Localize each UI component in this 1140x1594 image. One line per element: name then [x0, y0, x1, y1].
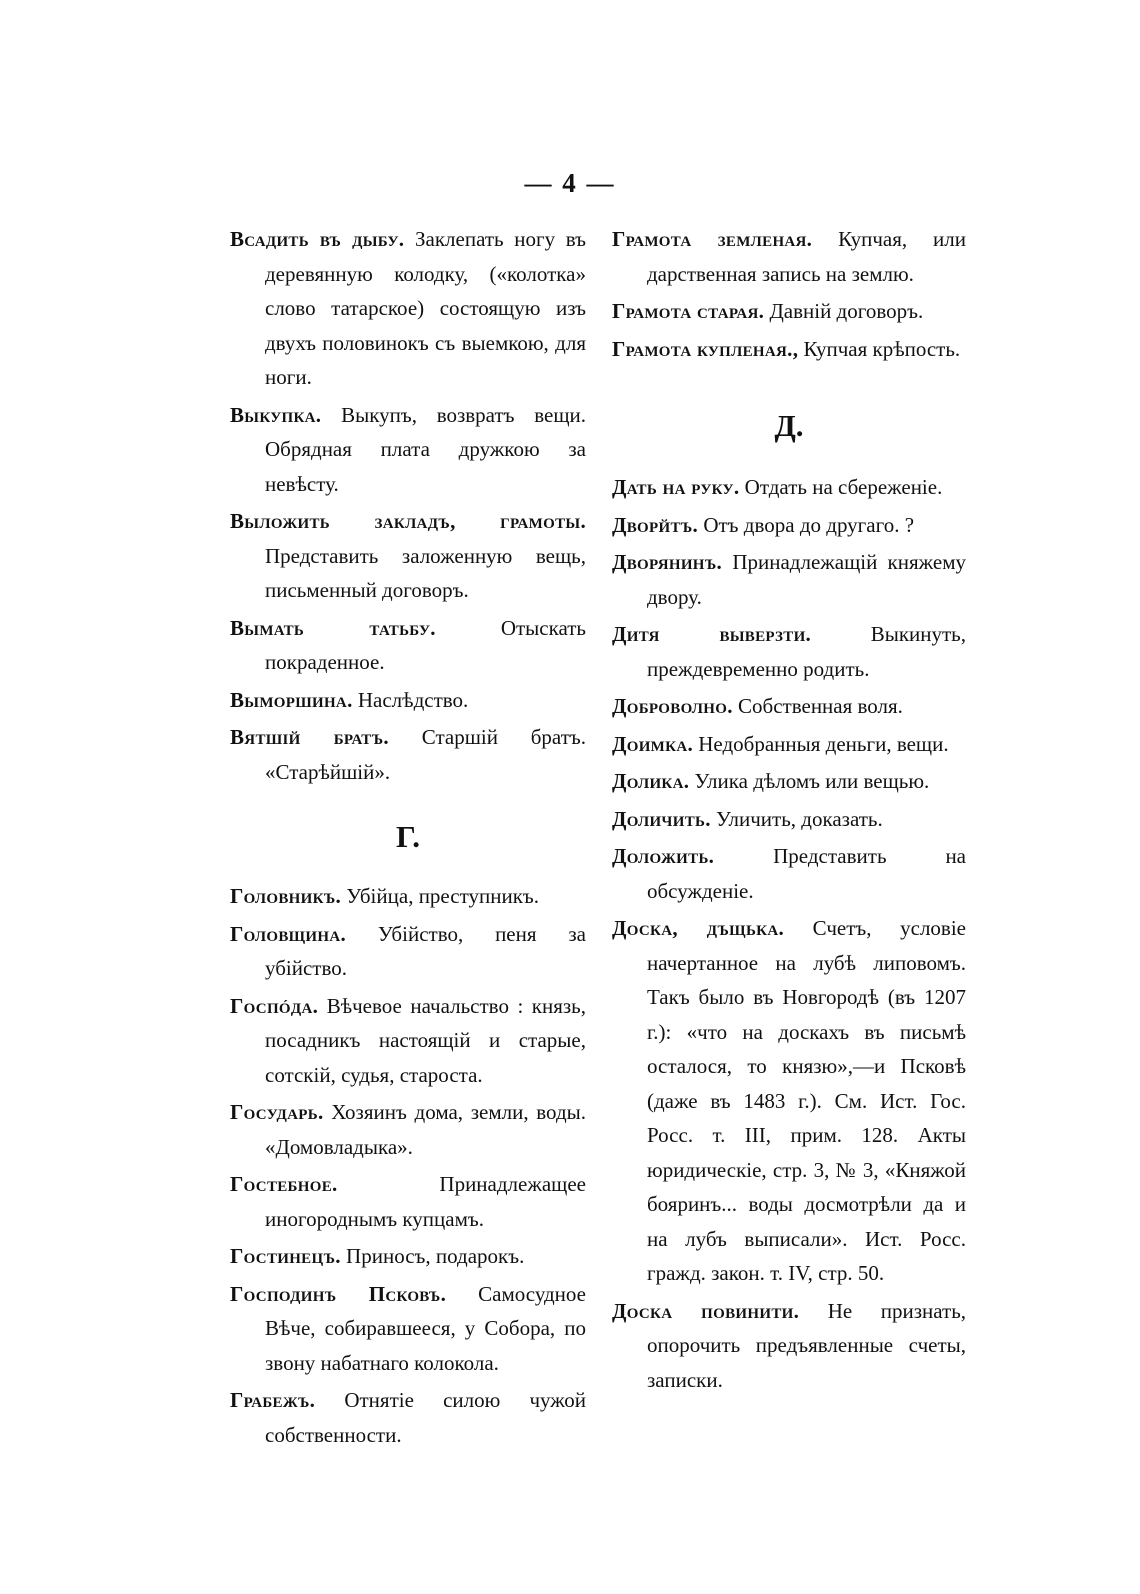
dictionary-entry	[230, 222, 586, 395]
dictionary-entry	[612, 294, 966, 329]
dictionary-entry	[230, 1239, 586, 1274]
entry-definition: Вѣчевое начальство : князь, посадникъ настоящій и старые, сотскій, судья, староста.	[265, 993, 586, 1087]
entry-headword: Вятшій братъ.	[230, 725, 389, 749]
entry-headword: Господинъ Псковъ.	[230, 1281, 447, 1306]
dictionary-entry	[612, 617, 966, 686]
dictionary-entry	[230, 611, 586, 680]
dictionary-entry	[230, 917, 586, 986]
dictionary-entry	[612, 911, 966, 1291]
dictionary-entry	[230, 1167, 586, 1236]
entry-headword: Головникъ.	[230, 884, 342, 908]
entry-definition: Приносъ, подарокъ.	[346, 1244, 525, 1268]
entry-headword: Вымать татьбу.	[230, 615, 436, 640]
entry-group	[612, 222, 966, 366]
dictionary-entry	[612, 839, 966, 908]
entry-definition: Выкинуть, преждевременно родить.	[647, 622, 967, 681]
entry-headword: Грамота купленая.,	[612, 336, 799, 361]
dictionary-entry	[612, 802, 966, 837]
dictionary-entry	[612, 1294, 966, 1398]
entry-headword: Госпóда.	[230, 993, 319, 1018]
dictionary-entry	[612, 764, 966, 799]
entry-definition: Выкупъ, возвратъ вещи. Обрядная плата дружкою за невѣсту.	[265, 402, 586, 496]
entry-definition: Представить заложенную вещь, письменный договоръ.	[265, 543, 586, 602]
entry-headword: Дать на руку.	[612, 475, 740, 499]
entry-definition: Счетъ, условіе начертанное на лубѣ липовомъ. Такъ было въ Новгородѣ (въ 1207 г.): «что на доскахъ въ письмѣ осталося, то князю»,—и Псковѣ (даже въ 1483 г.). См. Ист. Гос. Росс. т. III, прим. 128. Акты юридическіе, стр. 3, № 3, «Княжой бояринъ... воды досмотрѣли да и на лубъ выписали». Ист. Росс. гражд. закон. т. IV, стр. 50.	[647, 916, 966, 1285]
entry-definition: Отнятіе силою чужой собственности.	[265, 1388, 586, 1447]
dictionary-entry	[612, 689, 966, 724]
entry-definition: Убійца, преступникъ.	[346, 884, 540, 908]
entry-headword: Дворйтъ.	[612, 512, 699, 537]
entry-definition: Заклепать ногу въ деревянную колодку, («колотка» слово татарское) состоящую изъ двухъ половинокъ съ выемкою, для ноги.	[265, 227, 587, 389]
entry-group	[612, 470, 966, 1397]
entry-definition: Принадлежащее иногороднымъ купцамъ.	[265, 1172, 586, 1231]
dictionary-entry	[230, 1383, 586, 1452]
entry-definition: Хозяинъ дома, земли, воды. «Домовладыка».	[265, 1100, 586, 1159]
entry-headword: Выкупка.	[230, 402, 322, 427]
dictionary-entry	[230, 1095, 586, 1164]
entry-definition: Убійство, пеня за убійство.	[265, 921, 586, 980]
entry-definition: Улика дѣломъ или вещью.	[694, 769, 930, 793]
dictionary-entry	[612, 332, 966, 367]
dictionary-entry	[230, 683, 586, 718]
entry-headword: Доимка.	[612, 731, 693, 756]
entry-definition: Отыскать покраденное.	[265, 615, 587, 674]
entry-headword: Выложить закладъ, грамоты.	[230, 509, 586, 533]
entry-headword: Выморшина.	[230, 687, 353, 712]
entry-headword: Всадить въ дыбу.	[230, 227, 405, 251]
entry-definition: Наслѣдство.	[357, 687, 469, 712]
right-column	[612, 222, 966, 1400]
dictionary-entry	[230, 989, 586, 1093]
dictionary-entry	[612, 545, 966, 614]
dictionary-entry	[612, 222, 966, 291]
entry-headword: Головщина.	[230, 921, 347, 946]
entry-definition: Уличить, доказать.	[716, 806, 883, 831]
dictionary-entry	[612, 470, 966, 505]
dictionary-entry	[612, 727, 966, 762]
entry-definition: Недобранныя деньги, вещи.	[698, 731, 949, 756]
entry-group	[230, 879, 586, 1452]
dictionary-entry	[230, 720, 586, 789]
entry-headword: Доброволно.	[612, 694, 733, 718]
entry-definition: Давній договоръ.	[769, 299, 924, 323]
entry-definition: Отъ двора до другаго. ?	[703, 512, 915, 537]
page-number: — 4 —	[524, 168, 616, 198]
entry-headword: Доличить.	[612, 806, 711, 831]
entry-headword: Дитя выверзти.	[612, 622, 812, 646]
entry-headword: Доска повинити.	[612, 1298, 800, 1323]
entry-headword: Гостинецъ.	[230, 1244, 341, 1268]
entry-headword: Доложить.	[612, 844, 715, 868]
dictionary-entry	[230, 398, 586, 502]
dictionary-entry	[230, 504, 586, 608]
entry-definition: Купчая, или дарственная запись на землю.	[647, 227, 967, 286]
dictionary-entry	[230, 1277, 586, 1381]
entry-definition: Собственная воля.	[738, 694, 903, 718]
entry-group	[230, 222, 586, 789]
entry-definition: Принадлежащій княжему двору.	[647, 550, 967, 609]
dictionary-entry	[230, 879, 586, 914]
section-letter-g: Г.	[396, 819, 420, 854]
entry-definition: Старшій братъ. «Старѣйшій».	[265, 725, 586, 784]
entry-headword: Грамота земленая.	[612, 227, 813, 251]
entry-headword: Доска, дъщька.	[612, 916, 785, 940]
entry-headword: Долика.	[612, 769, 690, 793]
entry-definition: Не признать, опорочить предъявленные счеты, записки.	[647, 1298, 967, 1392]
entry-headword: Дворянинъ.	[612, 550, 723, 574]
dictionary-entry	[612, 508, 966, 543]
entry-headword: Гостебное.	[230, 1172, 338, 1196]
entry-definition: Отдать на сбереженіе.	[744, 475, 943, 499]
section-letter-d: Д.	[774, 408, 804, 443]
entry-definition: Купчая крѣпость.	[803, 336, 961, 361]
entry-headword: Грабежъ.	[230, 1388, 316, 1412]
entry-headword: Государь.	[230, 1100, 324, 1124]
entry-headword: Грамота старая.	[612, 299, 765, 323]
entry-definition: Самосудное Вѣче, собиравшееся, у Собора, по звону набатнаго колокола.	[265, 1281, 587, 1375]
left-column	[230, 222, 586, 1455]
entry-definition: Представить на обсужденіе.	[647, 844, 966, 903]
